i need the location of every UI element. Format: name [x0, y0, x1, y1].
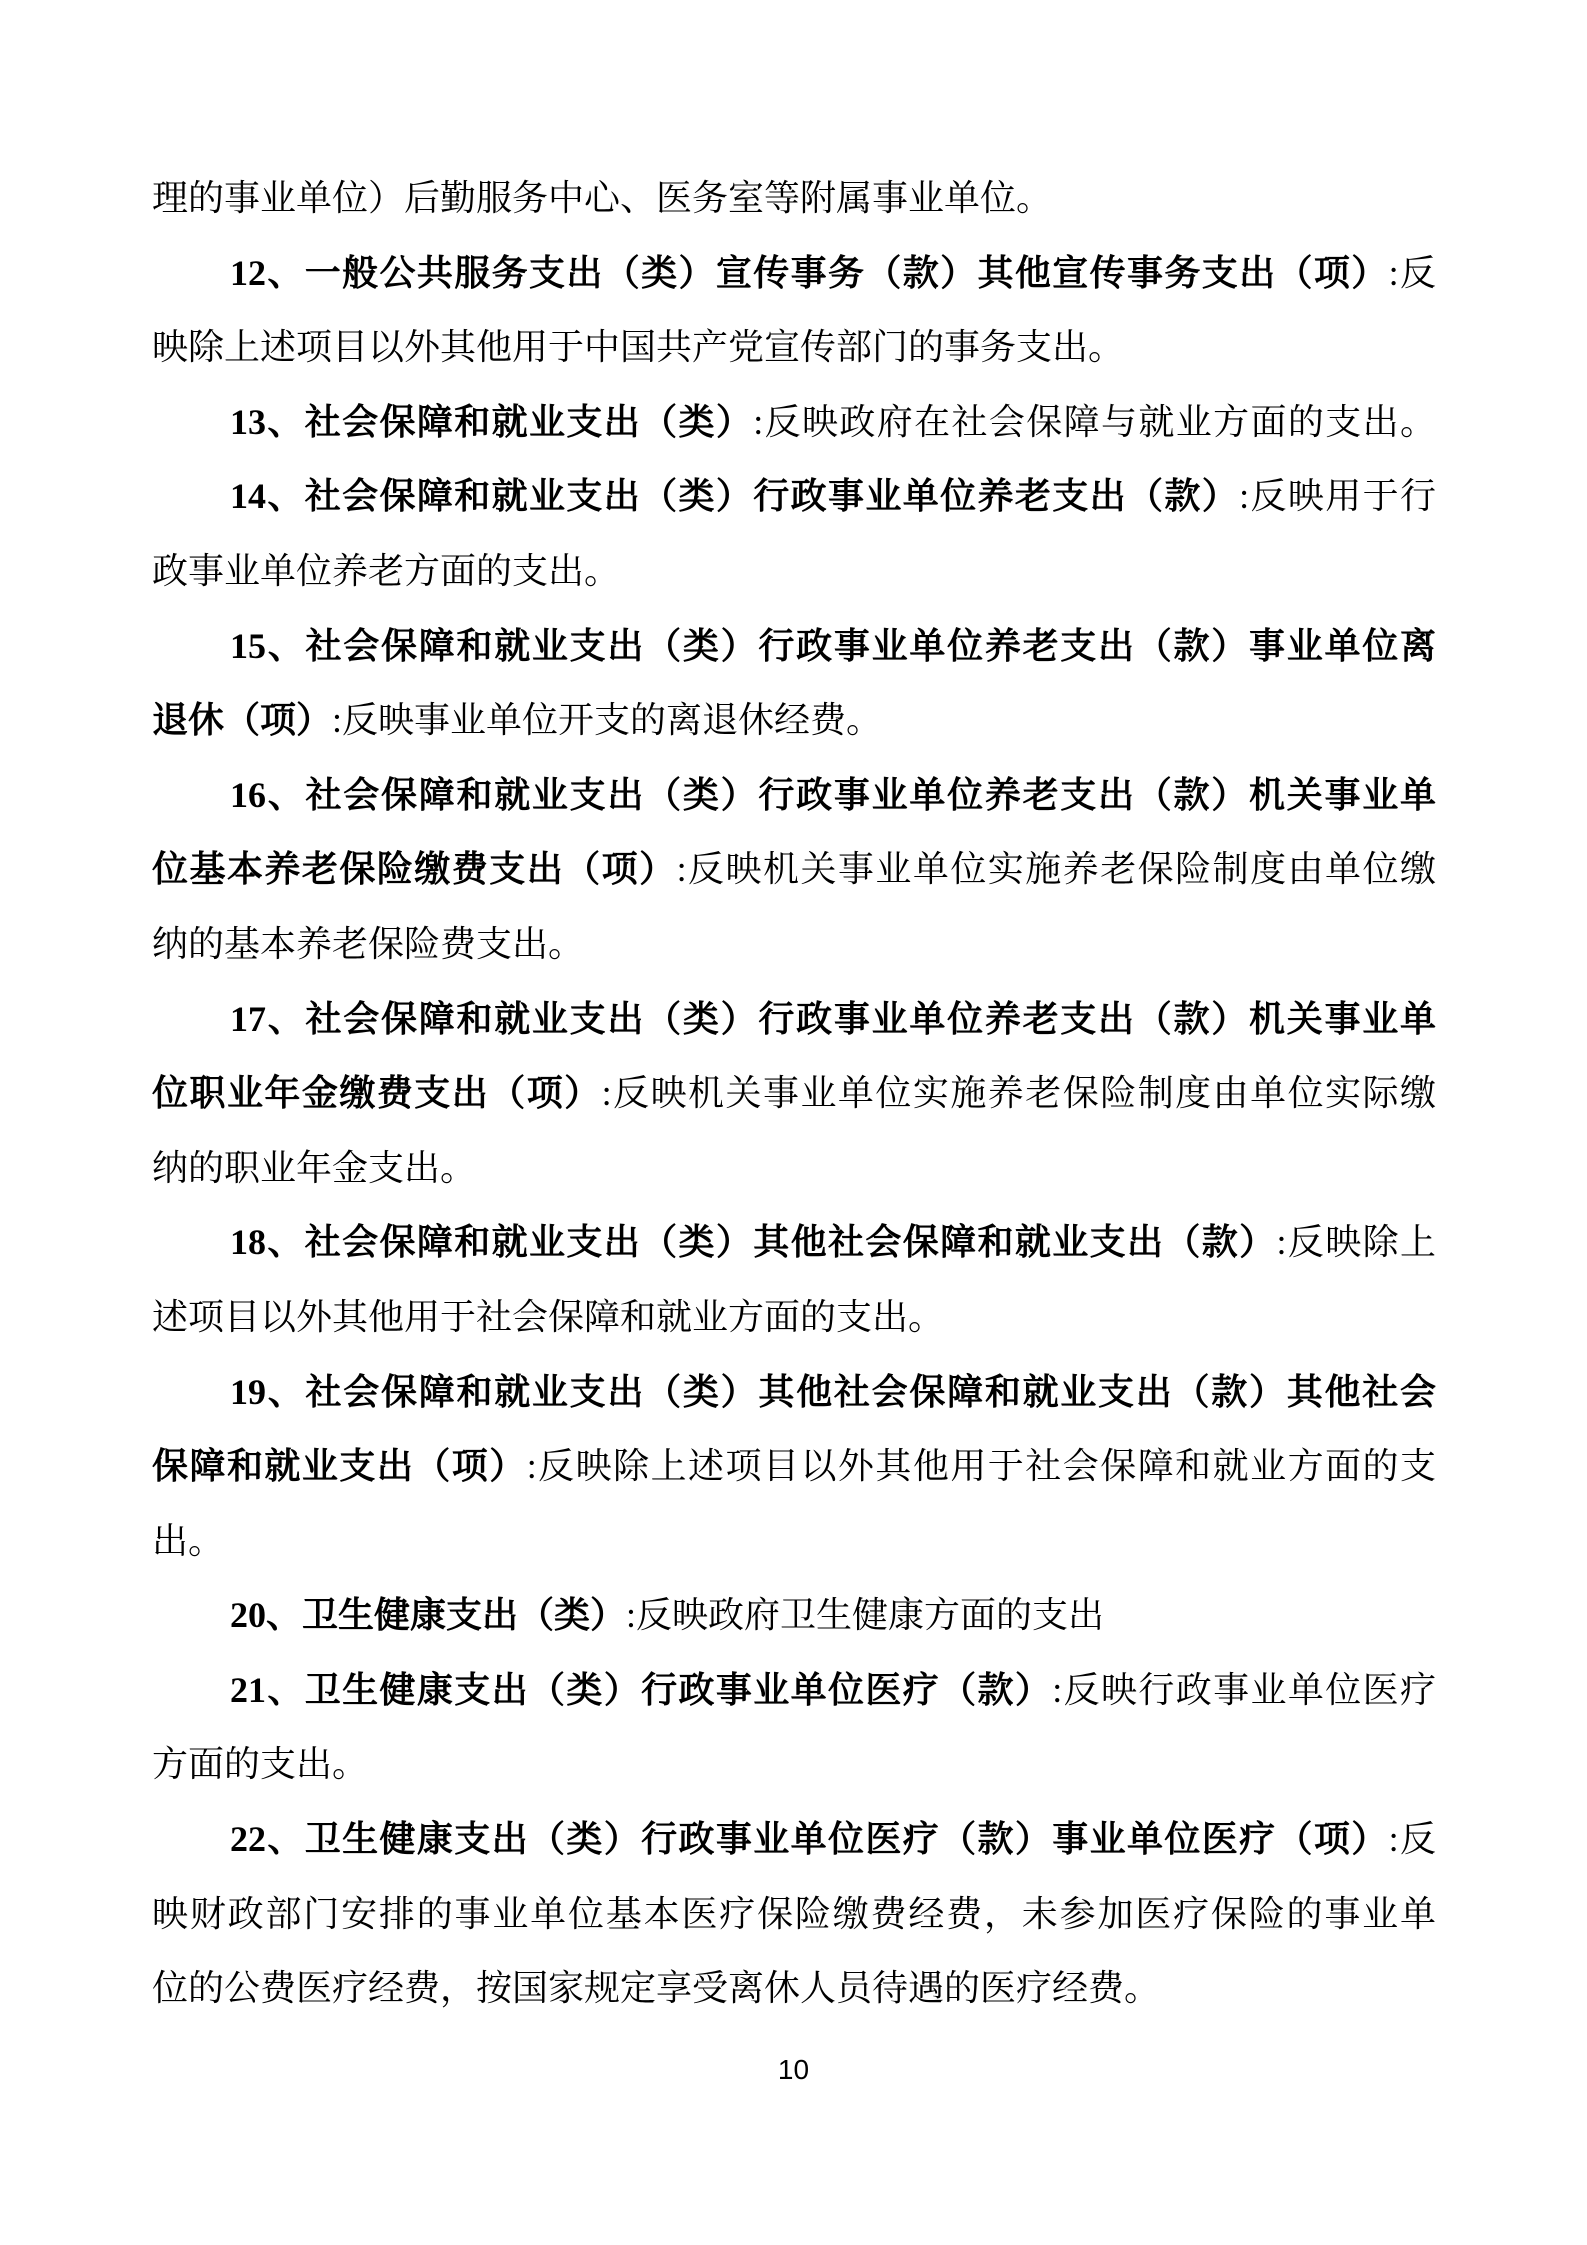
paragraph-10	[152, 1578, 1436, 1653]
item-heading-segment: 20、卫生健康支出（类）	[230, 1595, 627, 1636]
item-heading-segment: 22、卫生健康支出（类）行政事业单位医疗（款）事业单位医疗（项）	[230, 1819, 1389, 1860]
text-line	[152, 1802, 1436, 1877]
text-segment: 政事业单位养老方面的支出。	[152, 550, 621, 591]
text-segment: :反映机关事业单位实施养老保险制度由单位实际缴	[601, 1073, 1436, 1114]
text-segment: :反映用于行	[1239, 476, 1436, 517]
text-line	[152, 1951, 1436, 2026]
item-heading-segment: 21、卫生健康支出（类）行政事业单位医疗（款）	[230, 1669, 1053, 1710]
paragraph-9	[152, 1355, 1436, 1579]
text-segment: 述项目以外其他用于社会保障和就业方面的支出。	[152, 1296, 945, 1337]
paragraph-7	[152, 982, 1436, 1206]
paragraph-12	[152, 1802, 1436, 2026]
item-heading-segment: 退休（项）	[152, 700, 333, 741]
page-number: 10	[777, 2054, 810, 2085]
text-segment: 映除上述项目以外其他用于中国共产党宣传部门的事务支出。	[152, 327, 1125, 368]
paragraph-5	[152, 609, 1436, 758]
text-segment: :反	[1388, 252, 1436, 293]
item-heading-segment: 15、社会保障和就业支出（类）行政事业单位养老支出（款）事业单位离	[230, 625, 1436, 666]
item-heading-segment: 位基本养老保险缴费支出（项）	[152, 849, 677, 890]
text-segment: 理的事业单位）后勤服务中心、医务室等附属事业单位。	[152, 178, 1053, 218]
item-heading-segment: 12、一般公共服务支出（类）宣传事务（款）其他宣传事务支出（项）	[230, 252, 1389, 293]
text-segment: :反映机关事业单位实施养老保险制度由单位缴	[676, 849, 1436, 890]
text-segment: 映财政部门安排的事业单位基本医疗保险缴费经费，未参加医疗保险的事业单	[152, 1893, 1436, 1934]
text-line	[152, 982, 1436, 1057]
text-segment: 纳的职业年金支出。	[152, 1147, 477, 1188]
item-heading-segment: 19、社会保障和就业支出（类）其他社会保障和就业支出（款）其他社会	[230, 1371, 1436, 1412]
item-heading-segment: 14、社会保障和就业支出（类）行政事业单位养老支出（款）	[230, 476, 1240, 517]
paragraph-8	[152, 1205, 1436, 1354]
text-line	[152, 1056, 1436, 1131]
text-segment: 位的公费医疗经费，按国家规定享受离休人员待遇的医疗经费。	[152, 1968, 1161, 2009]
text-segment: :反映政府在社会保障与就业方面的支出。	[753, 401, 1436, 442]
text-line	[152, 758, 1436, 833]
text-line	[152, 534, 1436, 609]
item-heading-segment: 位职业年金缴费支出（项）	[152, 1073, 602, 1114]
item-heading-segment: 17、社会保障和就业支出（类）行政事业单位养老支出（款）机关事业单	[230, 998, 1436, 1039]
text-line	[152, 1877, 1436, 1952]
text-line	[152, 1578, 1436, 1653]
paragraph-4	[152, 459, 1436, 608]
text-line	[152, 310, 1436, 385]
item-heading-segment: 18、社会保障和就业支出（类）其他社会保障和就业支出（款）	[230, 1222, 1277, 1263]
text-line	[152, 609, 1436, 684]
document-body	[152, 161, 1436, 2026]
text-line	[152, 236, 1436, 311]
text-segment: :反映事业单位开支的离退休经费。	[332, 700, 883, 741]
text-segment: 出。	[152, 1520, 225, 1561]
text-line	[152, 1280, 1436, 1355]
text-line	[152, 907, 1436, 982]
paragraph-11	[152, 1653, 1436, 1802]
text-segment: 纳的基本养老保险费支出。	[152, 923, 585, 964]
text-segment: :反	[1388, 1819, 1436, 1860]
text-line	[152, 1355, 1436, 1430]
text-segment: :反映行政事业单位医疗	[1052, 1669, 1436, 1710]
text-line	[152, 161, 1436, 236]
text-line	[152, 1131, 1436, 1206]
text-line	[152, 832, 1436, 907]
text-line	[152, 1504, 1436, 1579]
paragraph-3	[152, 385, 1436, 460]
text-line	[152, 1727, 1436, 1802]
text-segment: :反映除上述项目以外其他用于社会保障和就业方面的支	[526, 1446, 1436, 1487]
text-line	[152, 1429, 1436, 1504]
text-segment: :反映政府卫生健康方面的支出	[626, 1595, 1105, 1636]
text-line	[152, 1205, 1436, 1280]
item-heading-segment: 保障和就业支出（项）	[152, 1446, 527, 1487]
text-segment: :反映除上	[1276, 1222, 1436, 1263]
item-heading-segment: 13、社会保障和就业支出（类）	[230, 401, 754, 442]
paragraph-2	[152, 236, 1436, 385]
item-heading-segment: 16、社会保障和就业支出（类）行政事业单位养老支出（款）机关事业单	[230, 774, 1436, 815]
paragraph-1	[152, 161, 1436, 236]
text-line	[152, 683, 1436, 758]
paragraph-6	[152, 758, 1436, 982]
text-line	[152, 459, 1436, 534]
text-line	[152, 1653, 1436, 1728]
text-segment: 方面的支出。	[152, 1744, 369, 1785]
text-line	[152, 385, 1436, 460]
